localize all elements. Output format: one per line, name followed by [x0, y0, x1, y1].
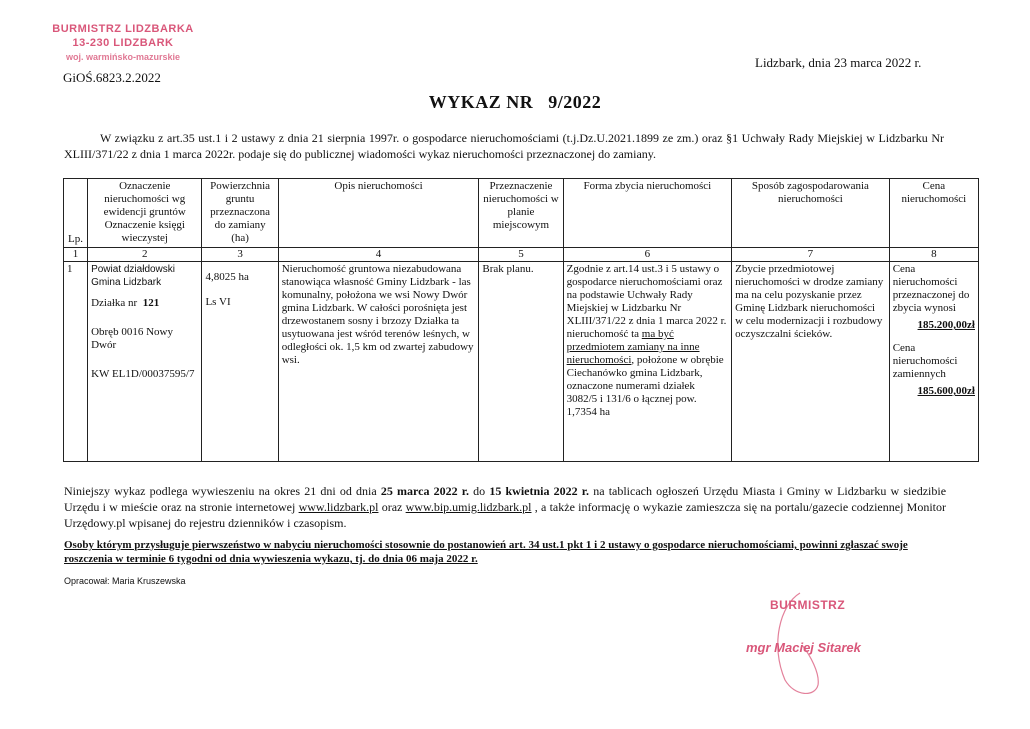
posting-paragraph: Niniejszy wykaz podlega wywieszeniu na okres 21 dni od dnia 25 marca 2022 r. do 15 kwietnia 2022 r. na tablicach ogłoszeń Urzędu Miasta i Gminy w Lidzbarku w siedzibie Urzędu i w mieście oraz na stronie internetowej www.lidzbark.pl oraz www.bip.umig.lidzbark.pl , a także informację o wykazie zamieszcza się na portalu/gazecie codziennej Monitor Urzędowy.pl wpisanej do rejestru dzienników i czasopism. [64, 484, 947, 530]
column-number: 3 [202, 248, 278, 262]
place-date: Lidzbark, dnia 23 marca 2022 r. [755, 55, 922, 70]
priority-notice: Osoby którym przysługuje pierwszeństwo w nabyciu nieruchomości stosownie do postanowień art. 34 ust.1 pkt 1 i 2 ustawy o gospodarce nieruchomościami, powinni zgłaszać swoje roszczenia w terminie 6 tygodni od dnia wywieszenia wykazu, tj. do dnia 06 maja 2022 r. [64, 539, 908, 565]
land-class: Ls VI [205, 296, 231, 308]
area-value: 4,8025 ha [205, 271, 249, 283]
underlined-phrase: ma być przedmiotem zamiany na inne nieruchomości [566, 328, 700, 366]
link-bip[interactable]: www.bip.umig.lidzbark.pl [405, 500, 532, 514]
column-number: 1 [64, 248, 88, 262]
price-exchange: 185.600,00zł [917, 385, 975, 397]
signature-title: BURMISTRZ [770, 598, 846, 612]
cell-oznaczenie [88, 262, 202, 462]
cell-forma: Zgodnie z art.14 ust.3 i 5 ustawy o gospodarce nieruchomościami oraz na podstawie Uchwały Rady Miejskiej w Lidzbarku Nr XLIII/371/22 z dnia 1 marca 2022 r. nieruchomość ta ma być przedmiotem zamiany na inne nieruchomości, położone w obrębie Ciechanówko gmina Lidzbark, oznaczone numerami działek 3082/5 i 131/6 o łącznej pow. 1,7354 ha [563, 262, 732, 462]
column-number: 4 [278, 248, 479, 262]
signature-name: mgr Maciej Sitarek [746, 640, 861, 655]
official-stamp [38, 22, 208, 64]
header-przeznaczenie: Przeznaczenie nieruchomości w planie miejscowym [479, 179, 563, 248]
stamp-line-2: 13-230 LIDZBARK [72, 37, 174, 49]
cell-sposob: Zbycie przedmiotowej nieruchomości w drodze zamiany ma na celu pozyskanie przez Gminę Lidzbark nieruchomości w celu modernizacji i rozbudowy oczyszczalni ścieków. [732, 262, 890, 462]
header-forma: Forma zbycia nieruchomości [563, 179, 732, 248]
link-lidzbark[interactable]: www.lidzbark.pl [298, 500, 379, 514]
price-sale: 185.200,00zł [917, 319, 975, 331]
column-number: 2 [88, 248, 202, 262]
column-number: 8 [889, 248, 978, 262]
property-table [63, 178, 979, 462]
cell-powierzchnia [202, 262, 278, 462]
price-label-sale: Cena nieruchomości przeznaczonej do zbycia wynosi [892, 263, 970, 314]
date-from: 25 marca 2022 r. [380, 484, 469, 498]
column-number: 6 [563, 248, 732, 262]
header-lp: Lp. [64, 179, 88, 248]
cell-lp: 1 [64, 262, 88, 462]
stamp-line-3: woj. warmińsko-mazurskie [65, 52, 181, 62]
column-number: 5 [479, 248, 563, 262]
obreb: Obręb 0016 Nowy Dwór [91, 326, 173, 351]
prepared-by: Opracował: Maria Kruszewska [64, 576, 186, 586]
parcel-number: Działka nr 121 [91, 297, 160, 309]
price-label-exchange: Cena nieruchomości zamiennych [892, 342, 958, 380]
date-to: 15 kwietnia 2022 r. [489, 484, 590, 498]
header-oznaczenie: Oznaczenie nieruchomości wg ewidencji gruntów Oznaczenie księgi wieczystej [88, 179, 202, 248]
intro-paragraph: W związku z art.35 ust.1 i 2 ustawy z dnia 21 sierpnia 1997r. o gospodarce nieruchomościami (t.j.Dz.U.2021.1899 ze zm.) oraz §1 Uchwały Rady Miejskiej w Lidzbarku Nr XLIII/371/22 z dnia 1 marca 2022r. podaje się do publicznej wiadomości wykaz nieruchomości przeznaczonej do zamiany. [64, 131, 944, 161]
header-powierzchnia: Powierzchnia gruntu przeznaczona do zamiany (ha) [202, 179, 278, 248]
header-cena: Cena nieruchomości [889, 179, 978, 248]
land-register-kw: KW EL1D/00037595/7 [91, 368, 195, 380]
header-opis: Opis nieruchomości [278, 179, 479, 248]
document-title: WYKAZ NR 9/2022 [428, 92, 602, 112]
header-sposob: Sposób zagospodarowania nieruchomości [732, 179, 890, 248]
reference-number: GiOŚ.6823.2.2022 [63, 70, 161, 85]
stamp-line-1: BURMISTRZ LIDZBARKA [52, 23, 194, 35]
column-number: 7 [732, 248, 890, 262]
table-header-row [64, 179, 979, 248]
cell-opis: Nieruchomość gruntowa niezabudowana stanowiąca własność Gminy Lidzbark - las komunalny, położona we wsi Nowy Dwór gmina Lidzbark. W całości porośnięta jest drzewostanem sosny i brzozy Działka ta usytuowana jest wśród terenów leśnych, w odległości ok. 1,5 km od zwartej zabudowy wsi. [278, 262, 479, 462]
powiat-gmina: Powiat działdowski Gmina Lidzbark [91, 264, 176, 288]
table-row [64, 262, 979, 462]
column-number-row [64, 248, 979, 262]
cell-przeznaczenie: Brak planu. [479, 262, 563, 462]
cell-cena [889, 262, 978, 462]
